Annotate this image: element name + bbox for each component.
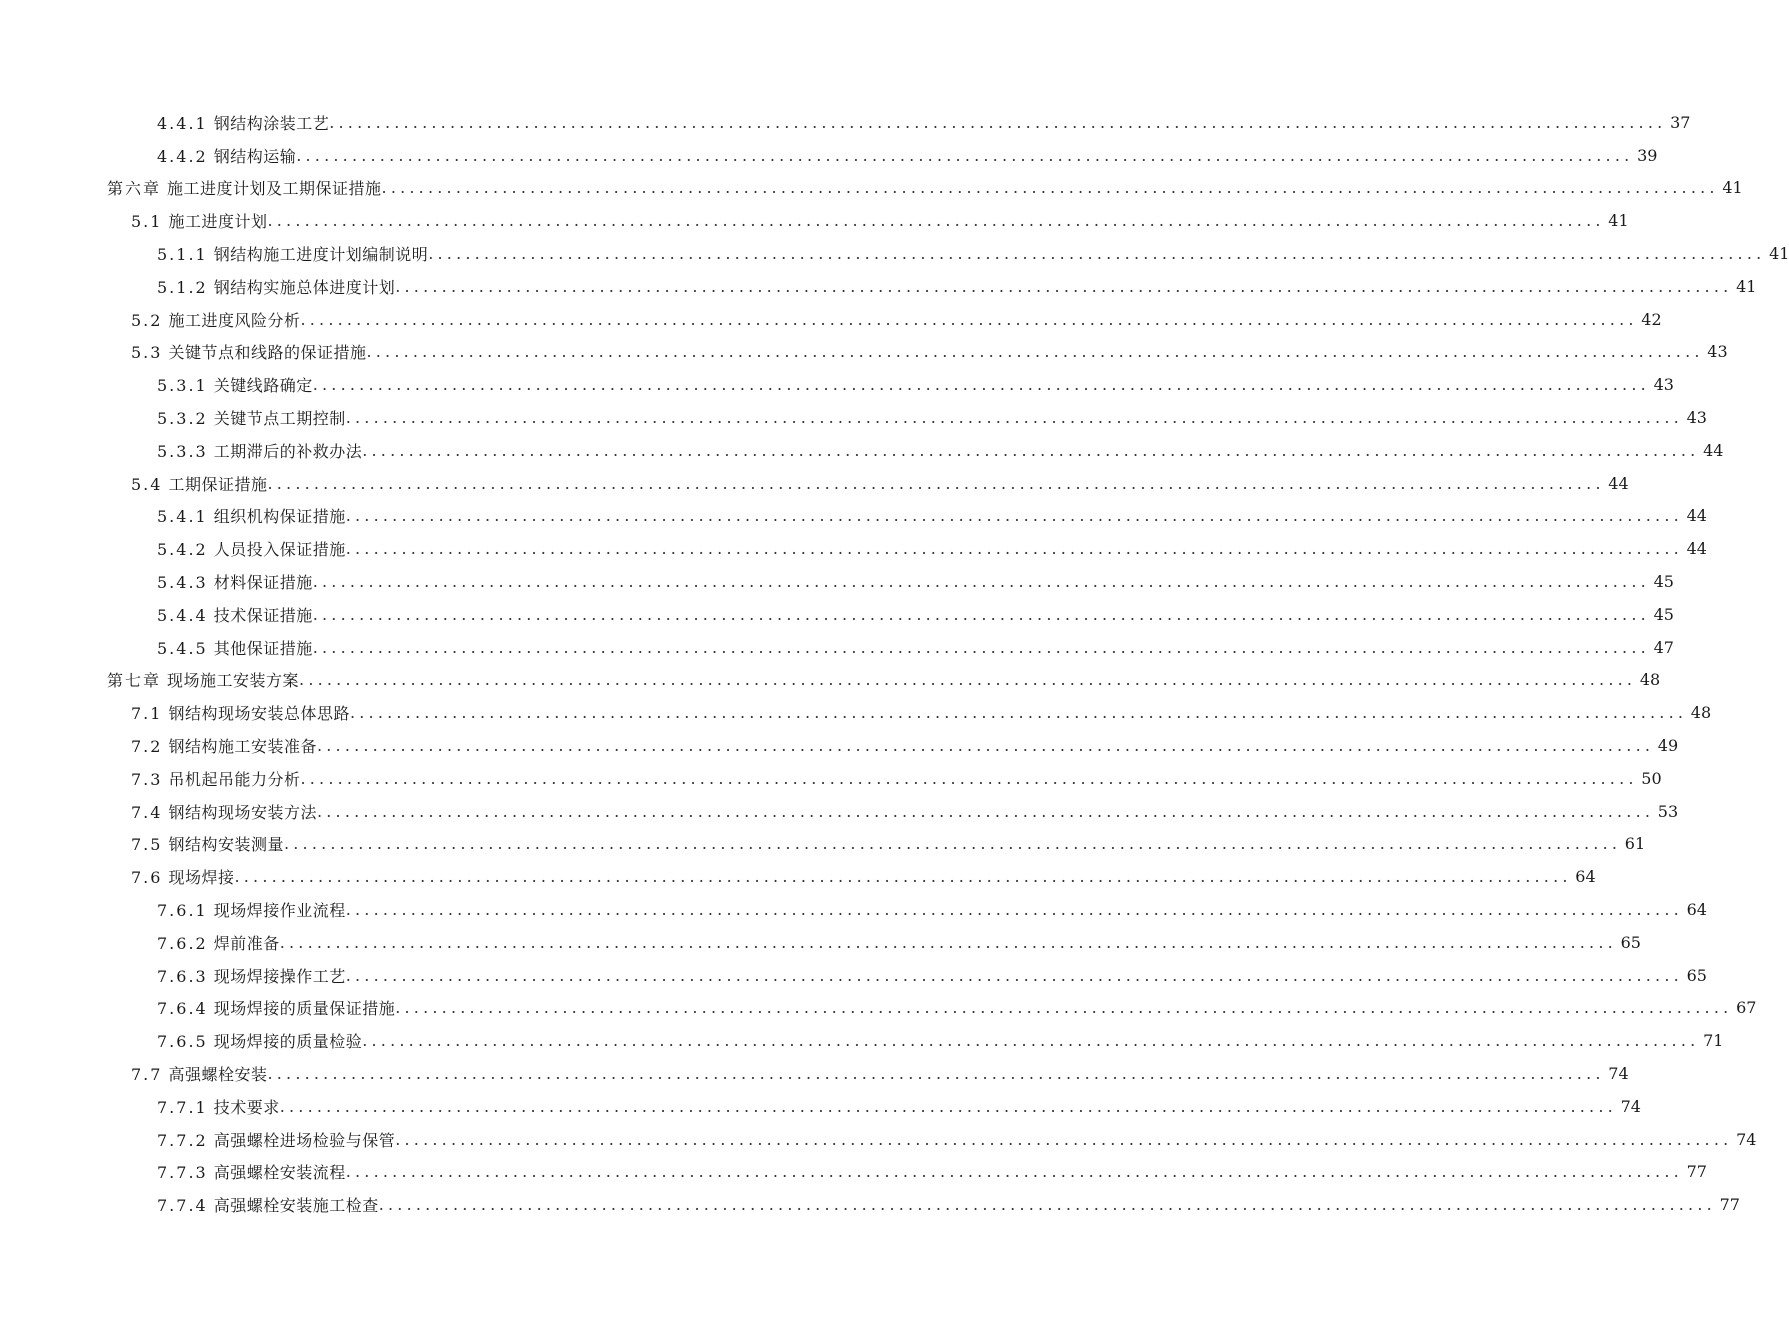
toc-entry-number: 5.4.4 (157, 605, 208, 625)
toc-entry-label: 其他保证措施 (213, 638, 313, 658)
toc-entry-number: 5.4.1 (157, 507, 208, 527)
toc-entry[interactable] (0, 1024, 1724, 1057)
toc-page-number: 49 (1657, 736, 1679, 756)
toc-entry-label: 材料保证措施 (213, 573, 313, 593)
toc-entry-number: 5.3.2 (157, 409, 208, 429)
toc-leader-dots: ................................................................................................................................................ (279, 932, 1617, 952)
toc-entry-title (157, 144, 296, 167)
toc-page-number: 44 (1608, 473, 1629, 493)
toc-entry[interactable] (0, 828, 1646, 861)
toc-entry-label: 现场焊接的质量检验 (213, 1032, 363, 1052)
toc-page-number: 61 (1624, 834, 1646, 854)
toc-entry-label: 钢结构实施总体进度计划 (213, 277, 396, 297)
toc-entry[interactable] (0, 992, 1757, 1025)
toc-entry-title (157, 275, 395, 298)
toc-entry[interactable] (0, 762, 1662, 795)
toc-leader-dots: ................................................................................................................................................ (362, 440, 1700, 460)
toc-entry-number: 7.6.2 (157, 933, 208, 953)
toc-entry-title (131, 767, 300, 790)
toc-entry-title (157, 964, 346, 987)
toc-page-number: 48 (1639, 670, 1661, 690)
toc-entry-label: 现场施工安装方案 (167, 671, 300, 691)
toc-leader-dots: ................................................................................................................................................ (345, 1162, 1683, 1182)
toc-leader-dots: ................................................................................................................................................ (329, 112, 1667, 132)
toc-page-number: 74 (1620, 1096, 1641, 1116)
toc-entry-title (131, 701, 350, 724)
toc-entry-title (157, 1029, 362, 1052)
toc-page-number: 37 (1670, 112, 1691, 132)
toc-entry[interactable] (0, 795, 1679, 828)
toc-page-number: 50 (1641, 768, 1662, 788)
toc-entry[interactable] (0, 893, 1707, 926)
toc-leader-dots: ................................................................................................................................................ (312, 375, 1650, 395)
toc-entry-label: 现场焊接操作工艺 (213, 966, 346, 986)
toc-page-number: 74 (1736, 1129, 1757, 1149)
toc-entry-label: 施工进度风险分析 (168, 310, 301, 330)
toc-leader-dots: ................................................................................................................................................ (345, 408, 1683, 428)
toc-leader-dots: ................................................................................................................................................ (366, 342, 1704, 362)
toc-entry-title (157, 111, 329, 134)
toc-entry-title (157, 1128, 395, 1151)
toc-page-number: 43 (1653, 375, 1674, 395)
toc-entry-title (131, 340, 366, 363)
toc-entry[interactable] (0, 1156, 1707, 1189)
toc-page-number: 67 (1736, 998, 1757, 1018)
toc-entry-number: 5.1 (131, 212, 163, 232)
toc-entry-label: 施工进度计划 (168, 212, 268, 232)
toc-entry-number: 7.6 (131, 868, 163, 888)
toc-entry-number: 7.4 (131, 802, 163, 822)
toc-page-number: 47 (1653, 637, 1674, 657)
toc-page-number: 41 (1769, 244, 1789, 264)
toc-entry-number: 5.3 (131, 343, 163, 363)
toc-entry[interactable] (0, 237, 1789, 270)
toc-entry-title (157, 406, 346, 429)
toc-entry-label: 现场焊接 (168, 868, 235, 888)
toc-entry[interactable] (0, 172, 1743, 205)
toc-leader-dots: ................................................................................................................................................ (316, 736, 1655, 756)
toc-page-number: 74 (1608, 1064, 1629, 1083)
toc-entry-label: 工期保证措施 (168, 474, 268, 494)
toc-leader-dots: ................................................................................................................................................ (345, 539, 1683, 559)
toc-page-number: 48 (1690, 703, 1712, 723)
toc-leader-dots: ................................................................................................................................................ (381, 178, 1719, 198)
toc-leader-dots: ................................................................................................................................................ (345, 965, 1683, 985)
toc-page-number: 44 (1686, 539, 1707, 559)
toc-entry-number: 7.7 (131, 1065, 163, 1084)
toc-entry-label: 钢结构安装测量 (168, 835, 284, 855)
toc-page-number: 45 (1653, 572, 1674, 592)
toc-leader-dots: ................................................................................................................................................ (395, 276, 1733, 296)
toc-entry-number: 7.3 (131, 769, 163, 789)
toc-entry-title (107, 668, 299, 691)
toc-entry[interactable] (0, 532, 1707, 565)
toc-page-number: 65 (1686, 965, 1707, 985)
toc-entry-label: 钢结构施工安装准备 (168, 737, 317, 757)
toc-entry-number: 7.1 (131, 704, 163, 724)
toc-entry-number: 7.7.3 (157, 1163, 208, 1183)
toc-entry-title (131, 308, 300, 331)
toc-leader-dots: ................................................................................................................................................ (395, 1129, 1733, 1149)
toc-entry-label: 高强螺栓安装施工检查 (213, 1196, 379, 1216)
toc-leader-dots: ................................................................................................................................................ (279, 1096, 1617, 1116)
toc-entry[interactable] (0, 368, 1674, 401)
toc-entry-number: 5.4 (131, 474, 163, 494)
toc-entry-title (131, 734, 317, 757)
toc-entry[interactable] (0, 959, 1707, 992)
toc-entry-number: 7.6.3 (157, 966, 208, 986)
toc-leader-dots: ................................................................................................................................................ (316, 801, 1655, 821)
toc-leader-dots: ................................................................................................................................................ (395, 998, 1733, 1018)
toc-entry-label: 现场焊接的质量保证措施 (213, 999, 396, 1019)
toc-page-number: 41 (1608, 211, 1629, 231)
toc-entry-number: 7.6.4 (157, 999, 208, 1019)
toc-entry-number: 5.1.2 (157, 277, 208, 297)
toc-entry-number: 7.5 (131, 835, 163, 855)
toc-entry-title (157, 439, 362, 462)
toc-leader-dots: ................................................................................................................................................ (283, 834, 1622, 854)
toc-entry-title (131, 1062, 267, 1085)
toc-entry-title (131, 472, 267, 495)
toc-entry[interactable] (0, 1090, 1641, 1123)
toc-leader-dots: ................................................................................................................................................ (296, 145, 1634, 165)
toc-entry[interactable] (0, 696, 1712, 729)
toc-entry-number: 7.6.1 (157, 901, 208, 921)
toc-page-number: 41 (1722, 178, 1743, 198)
toc-entry-number: 5.3.1 (157, 376, 208, 396)
toc-entry-title (131, 209, 267, 232)
toc-leader-dots: ................................................................................................................................................ (234, 867, 1572, 887)
toc-leader-dots: ................................................................................................................................................ (378, 1195, 1716, 1215)
toc-entry-label: 高强螺栓进场检验与保管 (213, 1130, 396, 1150)
toc-page-number: 41 (1736, 276, 1757, 296)
toc-entry-label: 钢结构施工进度计划编制说明 (213, 245, 429, 265)
toc-entry-number: 7.6.5 (157, 1032, 208, 1052)
toc-entry-label: 技术保证措施 (213, 605, 313, 625)
toc-entry-title (157, 1193, 379, 1216)
toc-leader-dots: ................................................................................................................................................ (300, 768, 1638, 788)
toc-entry-label: 施工进度计划及工期保证措施 (167, 179, 382, 199)
toc-page-number: 42 (1641, 309, 1662, 329)
toc-entry[interactable] (0, 598, 1674, 631)
toc-entry-label: 关键节点工期控制 (213, 409, 346, 429)
toc-entry[interactable] (0, 1188, 1740, 1221)
toc-entry-label: 钢结构现场安装方法 (168, 802, 317, 822)
toc-entry[interactable] (0, 303, 1662, 336)
toc-entry[interactable] (0, 106, 1691, 139)
toc-entry-label: 钢结构运输 (213, 146, 297, 166)
table-of-contents (0, 106, 1789, 1221)
toc-entry-title (157, 537, 346, 560)
toc-page-number: 65 (1620, 932, 1641, 952)
toc-entry-number: 第七章 (107, 671, 162, 691)
toc-entry-label: 组织机构保证措施 (213, 507, 346, 527)
toc-entry-number: 5.3.3 (157, 441, 208, 461)
toc-leader-dots: ................................................................................................................................................ (428, 244, 1766, 264)
toc-page-number: 64 (1686, 900, 1707, 920)
toc-entry-title (157, 570, 313, 593)
toc-entry-label: 技术要求 (213, 1097, 280, 1117)
toc-leader-dots: ................................................................................................................................................ (267, 211, 1605, 231)
toc-entry-title (107, 176, 382, 199)
toc-entry[interactable] (0, 467, 1629, 500)
toc-entry[interactable] (0, 1057, 1629, 1090)
toc-entry-number: 4.4.2 (157, 146, 208, 166)
toc-entry-label: 工期滞后的补救办法 (213, 441, 363, 461)
toc-entry-title (157, 373, 313, 396)
toc-entry-label: 钢结构涂装工艺 (213, 113, 330, 133)
toc-entry-number: 5.4.5 (157, 638, 208, 658)
toc-entry[interactable] (0, 270, 1757, 303)
toc-entry-number: 5.4.2 (157, 540, 208, 560)
toc-page-number: 77 (1719, 1195, 1740, 1215)
toc-entry-label: 焊前准备 (213, 933, 280, 953)
toc-entry-title (157, 996, 395, 1019)
toc-page-number: 71 (1703, 1031, 1724, 1051)
toc-page-number: 45 (1653, 604, 1674, 624)
toc-entry-title (157, 603, 313, 626)
toc-entry-number: 5.1.1 (157, 245, 208, 265)
toc-entry[interactable] (0, 139, 1658, 172)
toc-entry-number: 7.2 (131, 737, 163, 757)
toc-page-number: 39 (1637, 145, 1658, 165)
toc-entry[interactable] (0, 401, 1707, 434)
toc-leader-dots: ................................................................................................................................................ (267, 473, 1605, 493)
toc-entry[interactable] (0, 926, 1641, 959)
toc-entry-label: 关键线路确定 (213, 376, 313, 396)
toc-entry-number: 7.7.4 (157, 1196, 208, 1216)
toc-leader-dots: ................................................................................................................................................ (267, 1064, 1605, 1083)
toc-entry-label: 现场焊接作业流程 (213, 901, 346, 921)
toc-leader-dots: ................................................................................................................................................ (312, 572, 1650, 592)
toc-entry-label: 人员投入保证措施 (213, 540, 346, 560)
toc-page-number: 44 (1686, 506, 1707, 526)
toc-leader-dots: ................................................................................................................................................ (345, 900, 1683, 920)
toc-entry-title (157, 898, 346, 921)
toc-entry-title (157, 242, 428, 265)
toc-page-number: 53 (1657, 801, 1679, 821)
toc-entry-title (157, 1095, 280, 1118)
toc-entry-number: 7.7.2 (157, 1130, 208, 1150)
toc-entry[interactable] (0, 204, 1629, 237)
toc-entry-number: 4.4.1 (157, 113, 208, 133)
toc-entry[interactable] (0, 860, 1596, 893)
toc-entry[interactable] (0, 729, 1679, 762)
toc-entry-number: 第六章 (107, 179, 162, 199)
toc-entry-title (131, 832, 284, 855)
toc-page-number: 43 (1686, 408, 1707, 428)
toc-entry-title (157, 504, 346, 527)
toc-leader-dots: ................................................................................................................................................ (349, 703, 1688, 723)
toc-entry-label: 关键节点和线路的保证措施 (168, 343, 367, 363)
toc-leader-dots: ................................................................................................................................................ (299, 670, 1637, 690)
toc-entry-title (157, 636, 313, 659)
toc-leader-dots: ................................................................................................................................................ (300, 309, 1638, 329)
toc-leader-dots: ................................................................................................................................................ (362, 1031, 1700, 1051)
toc-entry-number: 7.7.1 (157, 1097, 208, 1117)
toc-page-number: 64 (1575, 867, 1596, 887)
toc-entry-label: 吊机起吊能力分析 (168, 769, 301, 789)
toc-entry-label: 钢结构现场安装总体思路 (168, 704, 350, 724)
toc-entry[interactable] (0, 434, 1724, 467)
toc-leader-dots: ................................................................................................................................................ (312, 604, 1650, 624)
toc-entry-label: 高强螺栓安装 (168, 1065, 268, 1084)
toc-entry-title (157, 1160, 346, 1183)
toc-entry[interactable] (0, 1123, 1757, 1156)
toc-page-number: 44 (1703, 440, 1724, 460)
toc-entry-title (157, 931, 280, 954)
toc-entry-title (131, 800, 317, 823)
toc-page-number: 77 (1686, 1162, 1707, 1182)
toc-leader-dots: ................................................................................................................................................ (345, 506, 1683, 526)
toc-entry[interactable] (0, 631, 1674, 664)
toc-entry-number: 5.4.3 (157, 573, 208, 593)
toc-leader-dots: ................................................................................................................................................ (312, 637, 1650, 657)
toc-entry-label: 高强螺栓安装流程 (213, 1163, 346, 1183)
toc-entry-number: 5.2 (131, 310, 163, 330)
toc-entry-title (131, 865, 234, 888)
toc-entry[interactable] (0, 664, 1661, 697)
toc-entry[interactable] (0, 500, 1707, 533)
toc-entry[interactable] (0, 565, 1674, 598)
toc-page-number: 43 (1707, 342, 1728, 362)
toc-entry[interactable] (0, 336, 1728, 369)
